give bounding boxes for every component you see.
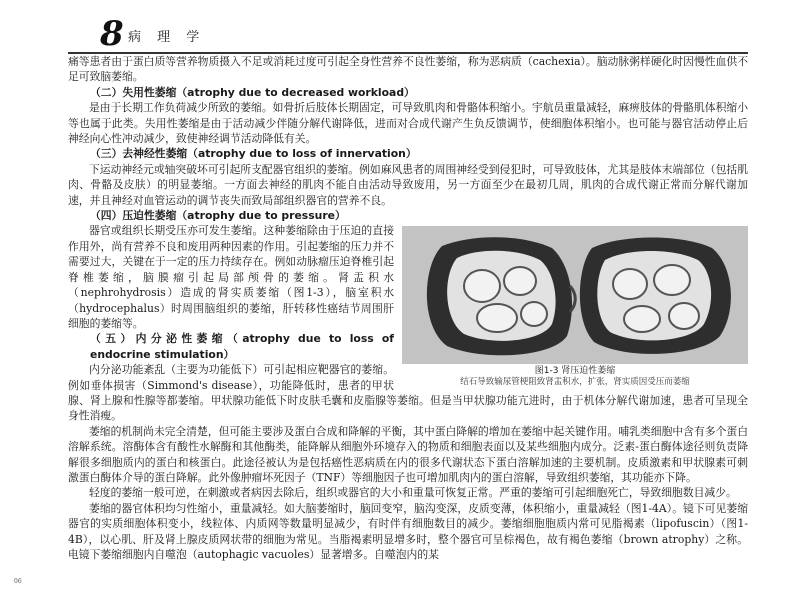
kidney-cross-section-image [402, 226, 748, 364]
paragraph: 萎缩的器官体积均匀性缩小，重量减轻。如大脑萎缩时，脑回变窄，脑沟变深，皮质变薄，体积缩小，重量减轻（图1-4A）。镜下可见萎缩器官的实质细胞体积变小，线粒体、内质网等数量明显减少，有时伴有细胞数目的减少。萎缩细胞胞质内常可见脂褐素（lipofuscin）（图1-4B），以心肌、肝及肾上腺皮质网状带的细胞为常见。当脂褐素明显增多时，整个器官可呈棕褐色，故有褐色萎缩（brown atrophy）之称。电镜下萎缩细胞内自噬泡（autophagic vacuoles）显著增多。自噬泡内的某 [68, 501, 748, 561]
paragraph: 萎缩的机制尚未完全清楚，但可能主要涉及蛋白合成和降解的平衡，其中蛋白降解的增加在萎缩中起关键作用。哺乳类细胞中含有多个蛋白溶解系统。溶酶体含有酸性水解酶和其他酶类，能降解从细胞外环境存入的物质和细胞表面以及某些细胞内成分。泛素-蛋白酶体途径则负责降解很多细胞质内的蛋白和核蛋白。此途径被认为是包括癌性恶病质在内的很多代谢状态下蛋白溶解加速的主要机制。皮质激素和甲状腺素可刺激蛋白酶体介导的蛋白降解。此外像肿瘤坏死因子（TNF）等细胞因子也可增加肌肉内的蛋白溶解，导致组织萎缩，其功能亦下降。 [68, 424, 748, 484]
figure-1-3 [402, 226, 748, 388]
page-body [68, 54, 748, 562]
kidney-photo [402, 226, 748, 364]
section-heading-denervation-atrophy: （三）去神经性萎缩（atrophy due to loss of innervation） [90, 147, 417, 161]
paragraph: 轻度的萎缩一般可逆，在刺激或者病因去除后，组织或器官的大小和重量可恢复正常。严重的萎缩可引起细胞死亡，导致细胞数目减少。 [89, 486, 737, 500]
figure-label: 图1-3 肾压迫性萎缩 [534, 366, 616, 377]
figure-caption: 结石导致输尿管梗阻致肾盂积水，扩张，肾实质因受压而萎缩 [460, 377, 690, 388]
paragraph: 痛等患者由于蛋白质等营养物质摄入不足或消耗过度可引起全身性营养不良性萎缩，称为恶病质（cachexia）。脑动脉粥样硬化时因慢性血供不足可致脑萎缩。 [68, 55, 748, 84]
footer-mark: 06 [14, 578, 22, 585]
book-title: 病 理 学 [128, 30, 206, 45]
section-heading-disuse-atrophy: （二）失用性萎缩（atrophy due to decreased workload） [90, 85, 415, 99]
paragraph: 是由于长期工作负荷减少所致的萎缩。如骨折后肢体长期固定，可导致肌肉和骨骼体积缩小。宇航员重量减轻，麻痹肢体的骨骼肌体积缩小等也属于此类。失用性萎缩是由于活动减少伴随分解代谢降低，进而对合成代谢产生负反馈调节，使细胞体积缩小。也可能与器官活动停止后神经向心性冲动减少，致使神经调节活动降低有关。 [68, 101, 748, 146]
paragraph: 内分泌功能紊乱（主要为功能低下）可引起相应靶器官的萎缩。例如垂体损害（Simmond's disease），功能降低时，患者的甲状腺、肾上腺和性腺等都萎缩。甲状腺功能低下时皮肤毛囊和皮脂腺等萎缩。但是当甲状腺功能亢进时，由于机体分解代谢加速，患者可呈现全身性消瘦。 [68, 363, 748, 423]
paragraph: 器官或组织长期受压亦可发生萎缩。这种萎缩除由于压迫的直接作用外，尚有营养不良和废用两种因素的作用。引起萎缩的压力并不需要过大，关键在于一定的压力持续存在。例如动脉瘤压迫脊椎引起脊椎萎缩，脑膜瘤引起局部颅骨的萎缩。肾盂积水（nephrohydrosis）造成的肾实质萎缩（图1-3），脑室积水（hydrocephalus）时周围脑组织的萎缩，肝转移性癌结节周围肝细胞的萎缩等。 [68, 224, 394, 330]
section-heading-pressure-atrophy: （四）压迫性萎缩（atrophy due to pressure） [90, 209, 346, 223]
section-heading-endocrine-atrophy: （五）内分泌性萎缩（atrophy due to loss of endocrine stimulation） [90, 332, 394, 361]
paragraph: 下运动神经元或轴突破坏可引起所支配器官组织的萎缩。例如麻风患者的周围神经受到侵犯时，可导致肢体，尤其是肢体末端部位（包括肌肉、骨骼及皮肤）的明显萎缩。一方面去神经的肌肉不能自由活动导致废用，另一方面至少在最初几周，肌肉的合成代谢正常而分解代谢加速，并且神经对血管运动的调节丧失而致局部组织器官的营养不良。 [68, 162, 748, 207]
page-number: 8 [100, 14, 124, 54]
